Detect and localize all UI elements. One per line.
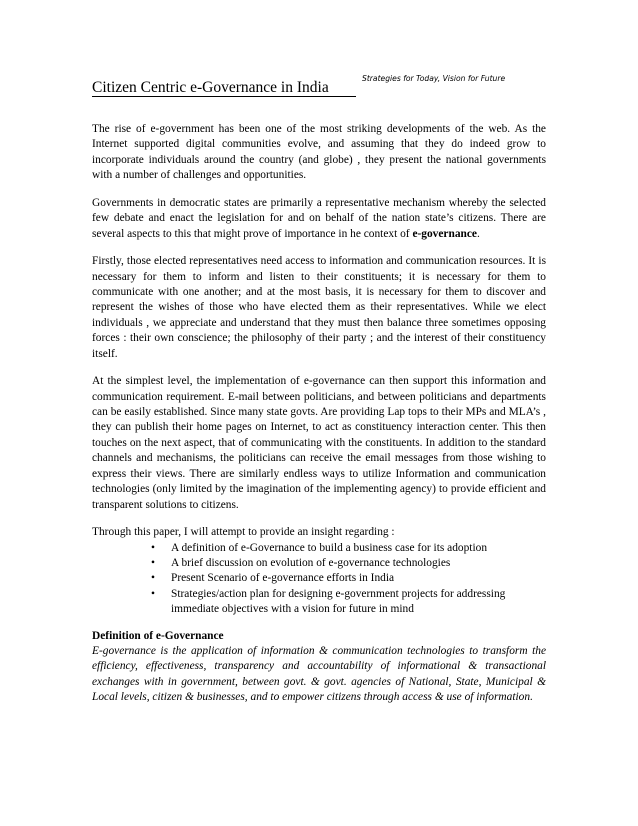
paragraph-2-end: .: [476, 227, 480, 240]
list-item: [92, 571, 546, 586]
title-underline: [92, 96, 356, 97]
bullet-icon: •: [151, 556, 155, 569]
paragraph-3: Firstly, those elected representatives need access to information and communication resources. It is necessary for them to inform and listen to their constituents; it is necessary for them to communicate with one another; and at the most basis, it is necessary for them to discover and represent the wishes of those who have elected them as their representatives. While we elect individuals , we appreciate and understand that they must then balance three sometimes opposing forces : their own conscience; the philosophy of their party ; and the interest of their constituency itself.: [92, 255, 546, 360]
bullet-icon: •: [151, 572, 155, 585]
paragraph-2-text: Governments in democratic states are primarily a representative mechanism whereby the selected few debate and enact the legislation for and on behalf of the nation state’s citizens. There are several aspects to this that might prove of importance in he context of: [92, 196, 546, 240]
list-item-text: A brief discussion on evolution of e-governance technologies: [171, 556, 451, 569]
document-title: Citizen Centric e-Governance in India: [92, 79, 329, 96]
definition-text: E-governance is the application of information & communication technologies to transform the efficiency, effectiveness, transparency and accountability of informational & transactional exchanges with in government, between govt. & govt. agencies of National, State, Municipal & Local levels, citizen & businesses, and to empower citizens through access & use of information.: [92, 644, 546, 704]
list-item-text: Present Scenario of e-governance efforts in India: [171, 572, 395, 585]
bullet-list: [92, 541, 546, 618]
list-item-text: Strategies/action plan for designing e-government projects for addressing immediate objectives with a vision for future in mind: [171, 587, 506, 616]
paragraph-5: Through this paper, I will attempt to provide an insight regarding :: [92, 526, 395, 539]
paragraph-2: [92, 196, 546, 242]
list-item: [92, 541, 546, 556]
paragraph-4: At the simplest level, the implementation of e-governance can then support this information and communication requirement. E-mail between politicians, and between politicians and departments can be easily established. Since many state govts. Are providing Lap tops to their MPs and MLA’s , they can publish their home pages on Internet, to act as constituency interaction center. This then touches on the next aspect, that of communicating with the constituents. In addition to the standard channels and mechanisms, the politicians can receive the email messages from those wishing to express their views. There are similarly endless ways to utilize Information and communication technologies (only limited by the imagination of the implementing agency) to provide efficient and transparent solutions to citizens.: [92, 375, 546, 511]
bullet-icon: •: [151, 541, 155, 554]
list-item: [92, 587, 546, 618]
list-item: [92, 556, 546, 571]
header-tagline: Strategies for Today, Vision for Future: [362, 74, 506, 83]
section-heading: Definition of e-Governance: [92, 629, 224, 642]
paragraph-2-bold: e-governance: [412, 227, 477, 240]
paragraph-1: The rise of e-government has been one of the most striking developments of the web. As the Internet supported digital communities evolve, and assuming that they do indeed grow to incorporate individuals around the country (and globe) , they present the national governments with a number of challenges and opportunities.: [92, 123, 546, 182]
document-body: [92, 122, 546, 706]
bullet-icon: •: [151, 587, 155, 600]
page-header: [92, 74, 548, 100]
list-item-text: A definition of e-Governance to build a business case for its adoption: [171, 541, 488, 554]
